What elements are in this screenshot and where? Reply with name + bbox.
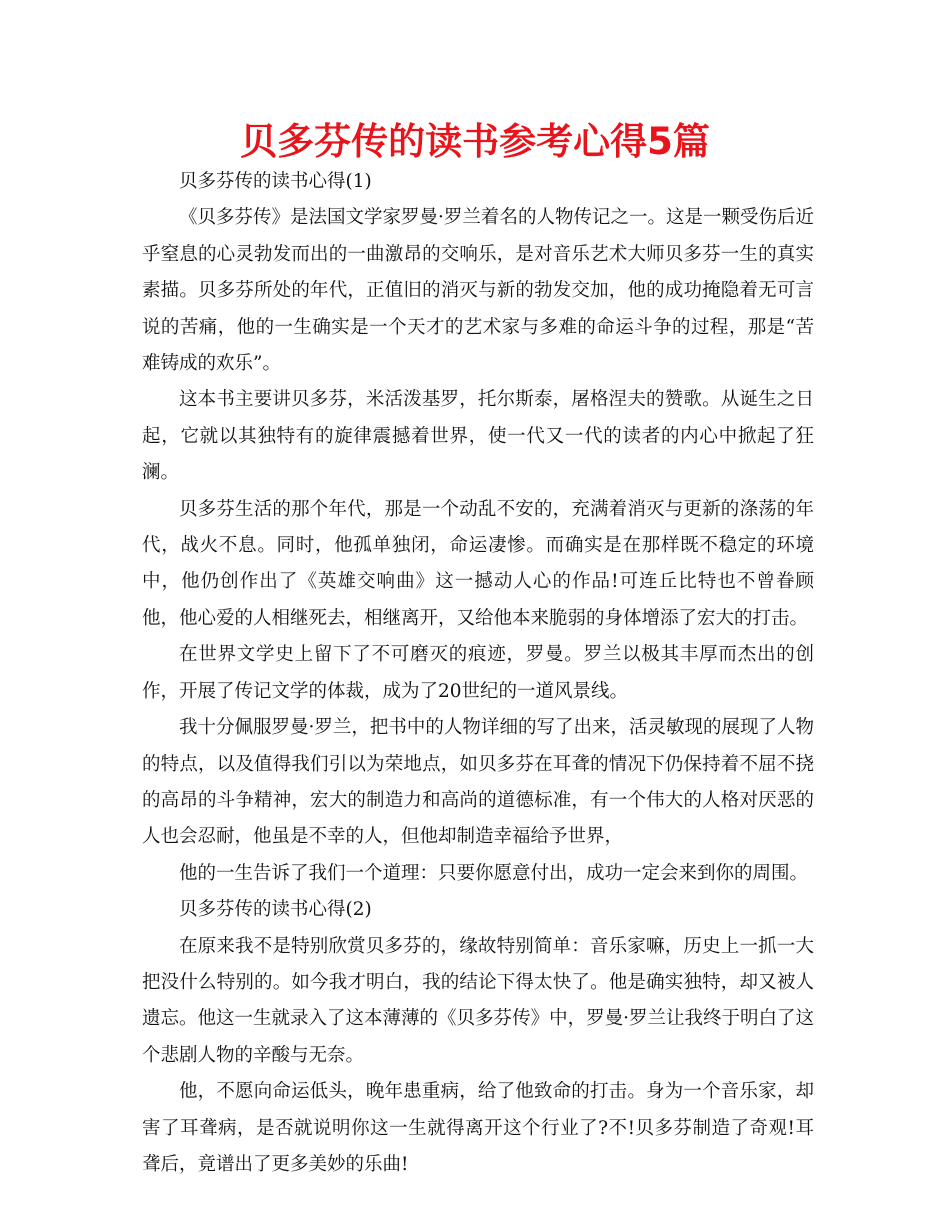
paragraph: 在原来我不是特别欣赏贝多芬的，缘故特别简单：音乐家嘛，历史上一抓一大把没什么特别的。如今我才明白，我的结论下得太快了。他是确实独特，却又被人遗忘。他这一生就录入了这本薄薄的《贝多芬传》中，罗曼·罗兰让我终于明白了这个悲剧人物的辛酸与无奈。	[142, 935, 814, 1066]
paragraph: 这本书主要讲贝多芬，米活泼基罗，托尔斯泰，屠格涅夫的赞歌。从诞生之日起，它就以其独特有的旋律震撼着世界，使一代又一代的读者的内心中掀起了狂澜。	[142, 389, 814, 484]
section-heading-1: 贝多芬传的读书心得(1)	[179, 171, 372, 192]
document-body	[142, 164, 814, 1183]
paragraph: 贝多芬生活的那个年代，那是一个动乱不安的，充满着消灭与更新的涤荡的年代，战火不息。同时，他孤单独闭，命运凄惨。而确实是在那样既不稳定的环境中，他仍创作出了《英雄交响曲》这一撼动人心的作品!可连丘比特也不曾眷顾他，他心爱的人相继死去，相继离开，又给他本来脆弱的身体增添了宏大的打击。	[142, 498, 814, 629]
paragraph: 他，不愿向命运低头，晚年患重病，给了他致命的打击。身为一个音乐家，却害了耳聋病，是否就说明你这一生就得离开这个行业了?不!贝多芬制造了奇观!耳聋后，竟谱出了更多美妙的乐曲!	[142, 1081, 814, 1175]
section-heading-2: 贝多芬传的读书心得(2)	[179, 899, 372, 921]
paragraph: 他的一生告诉了我们一个道理：只要你愿意付出，成功一定会来到你的周围。	[179, 862, 809, 884]
document-title: 贝多芬传的读书参考心得5篇	[240, 120, 710, 163]
paragraph: 《贝多芬传》是法国文学家罗曼·罗兰着名的人物传记之一。这是一颗受伤后近乎窒息的心灵勃发而出的一曲激昂的交响乐，是对音乐艺术大师贝多芬一生的真实素描。贝多芬所处的年代，正值旧的消灭与新的勃发交加，他的成功掩隐着无可言说的苦痛，他的一生确实是一个天才的艺术家与多难的命运斗争的过程，那是“苦难铸成的欢乐”。	[142, 207, 814, 375]
paragraph: 在世界文学史上留下了不可磨灭的痕迹，罗曼。罗兰以极其丰厚而杰出的创作，开展了传记文学的体裁，成为了20世纪的一道风景线。	[142, 644, 814, 702]
paragraph: 我十分佩服罗曼·罗兰，把书中的人物详细的写了出来，活灵敏现的展现了人物的特点，以及值得我们引以为荣地点，如贝多芬在耳聋的情况下仍保持着不屈不挠的高昂的斗争精神，宏大的制造力和高尚的道德标准，有一个伟大的人格对厌恶的人也会忍耐，他虽是不幸的人，但他却制造幸福给予世界，	[142, 717, 814, 848]
